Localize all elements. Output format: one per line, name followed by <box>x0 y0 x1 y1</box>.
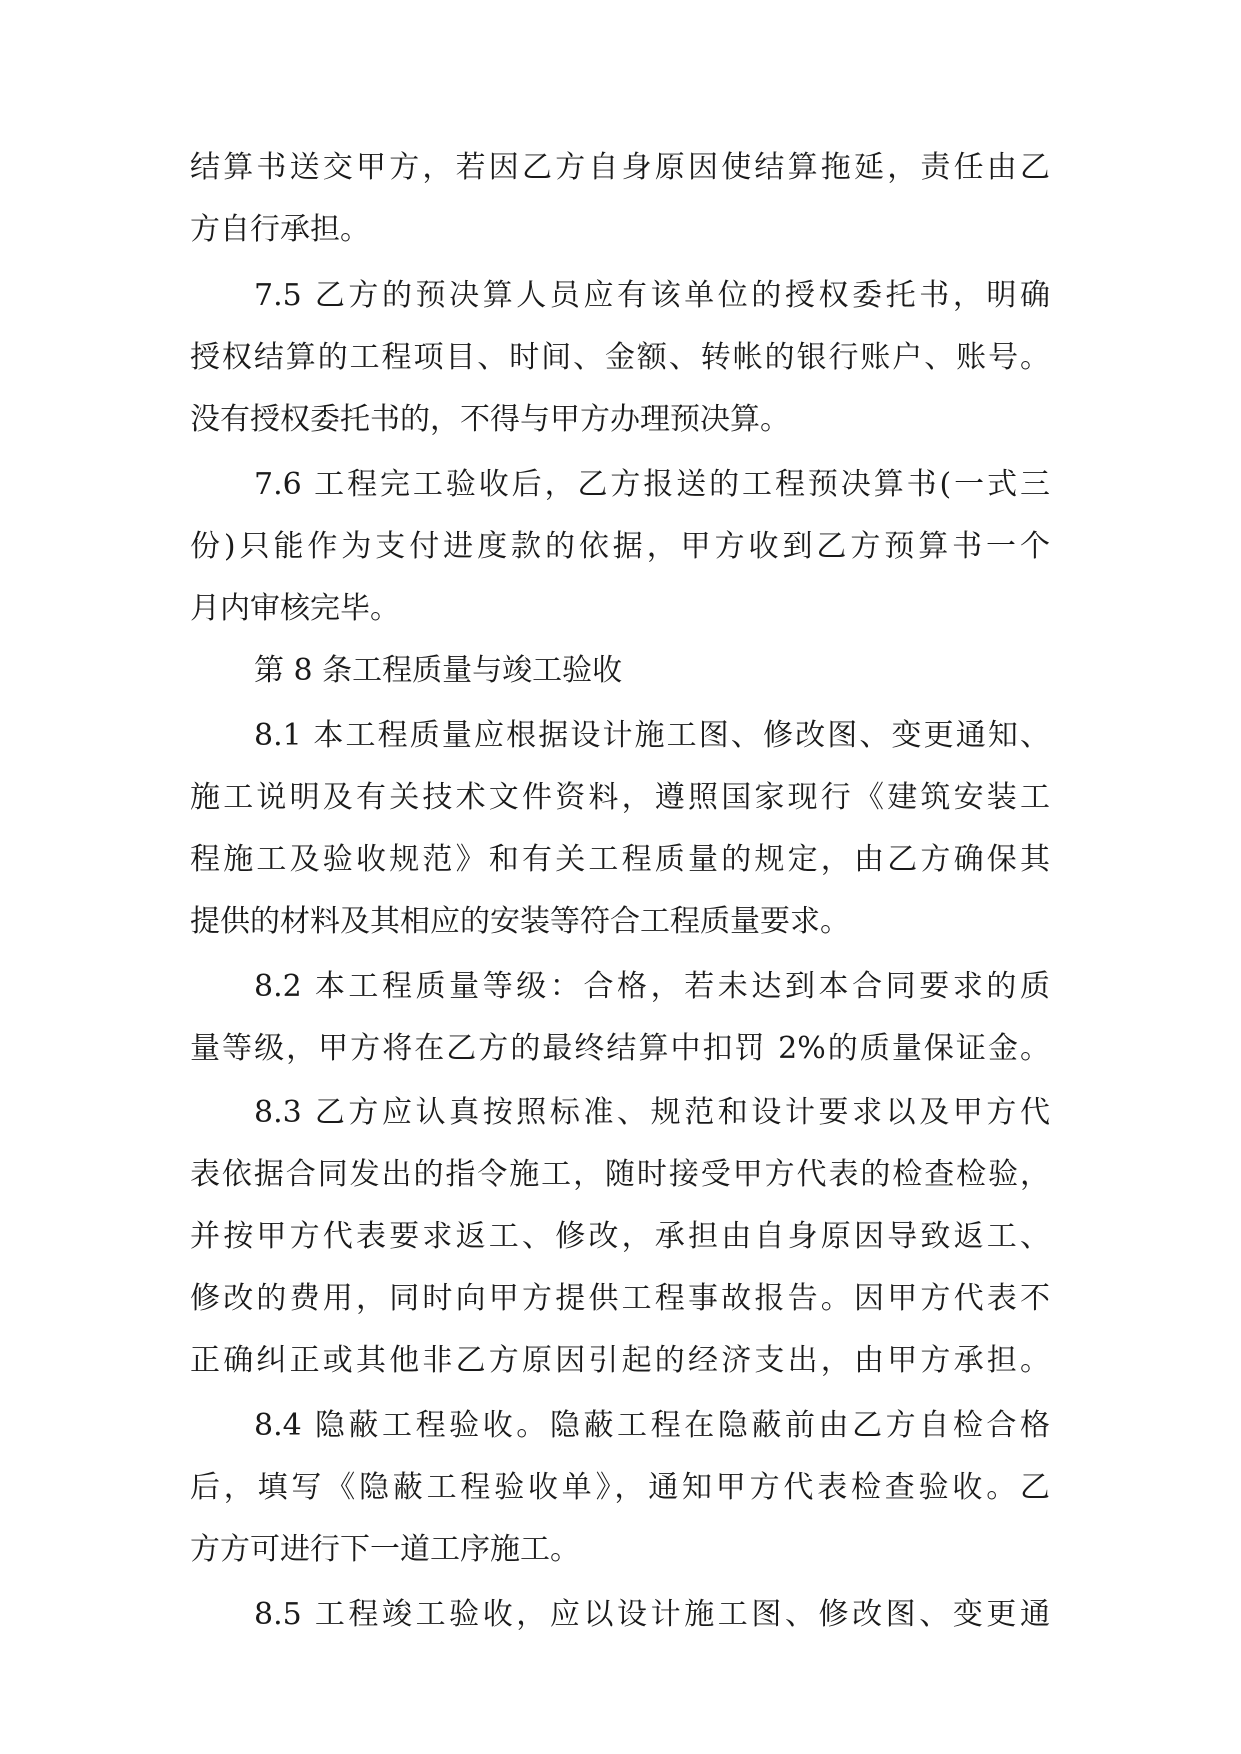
text-line: 8.4 隐蔽工程验收。隐蔽工程在隐蔽前由乙方自检合格 <box>254 1408 1050 1443</box>
text-line: 后，填写《隐蔽工程验收单》，通知甲方代表检查验收。乙 <box>190 1470 1050 1505</box>
text-line: 8.1 本工程质量应根据设计施工图、修改图、变更通知、 <box>254 718 1050 753</box>
text-line: 方自行承担。 <box>190 212 370 247</box>
text-line: 份)只能作为支付进度款的依据，甲方收到乙方预算书一个 <box>190 529 1050 564</box>
text-line: 程施工及验收规范》和有关工程质量的规定，由乙方确保其 <box>190 842 1050 877</box>
text-line: 8.5 工程竣工验收，应以设计施工图、修改图、变更通 <box>254 1597 1050 1632</box>
text-line: 修改的费用，同时向甲方提供工程事故报告。因甲方代表不 <box>190 1281 1050 1316</box>
text-line: 并按甲方代表要求返工、修改，承担由自身原因导致返工、 <box>190 1219 1050 1254</box>
text-line: 8.2 本工程质量等级：合格，若未达到本合同要求的质 <box>254 969 1050 1004</box>
text-line: 7.6 工程完工验收后，乙方报送的工程预决算书(一式三 <box>254 467 1050 502</box>
text-line: 量等级，甲方将在乙方的最终结算中扣罚 2%的质量保证金。 <box>190 1031 1050 1066</box>
text-line: 施工说明及有关技术文件资料，遵照国家现行《建筑安装工 <box>190 780 1050 815</box>
section-heading: 第 8 条工程质量与竣工验收 <box>254 653 623 688</box>
text-line: 没有授权委托书的，不得与甲方办理预决算。 <box>190 402 790 437</box>
text-line: 结算书送交甲方，若因乙方自身原因使结算拖延，责任由乙 <box>190 150 1050 185</box>
text-line: 提供的材料及其相应的安装等符合工程质量要求。 <box>190 904 850 939</box>
text-line: 正确纠正或其他非乙方原因引起的经济支出，由甲方承担。 <box>190 1343 1050 1378</box>
text-line: 月内审核完毕。 <box>190 591 400 626</box>
text-line: 表依据合同发出的指令施工，随时接受甲方代表的检查检验， <box>190 1157 1050 1192</box>
text-line: 8.3 乙方应认真按照标准、规范和设计要求以及甲方代 <box>254 1095 1050 1130</box>
text-line: 授权结算的工程项目、时间、金额、转帐的银行账户、账号。 <box>190 340 1050 375</box>
text-line: 方方可进行下一道工序施工。 <box>190 1532 580 1567</box>
text-line: 7.5 乙方的预决算人员应有该单位的授权委托书，明确 <box>254 278 1050 313</box>
